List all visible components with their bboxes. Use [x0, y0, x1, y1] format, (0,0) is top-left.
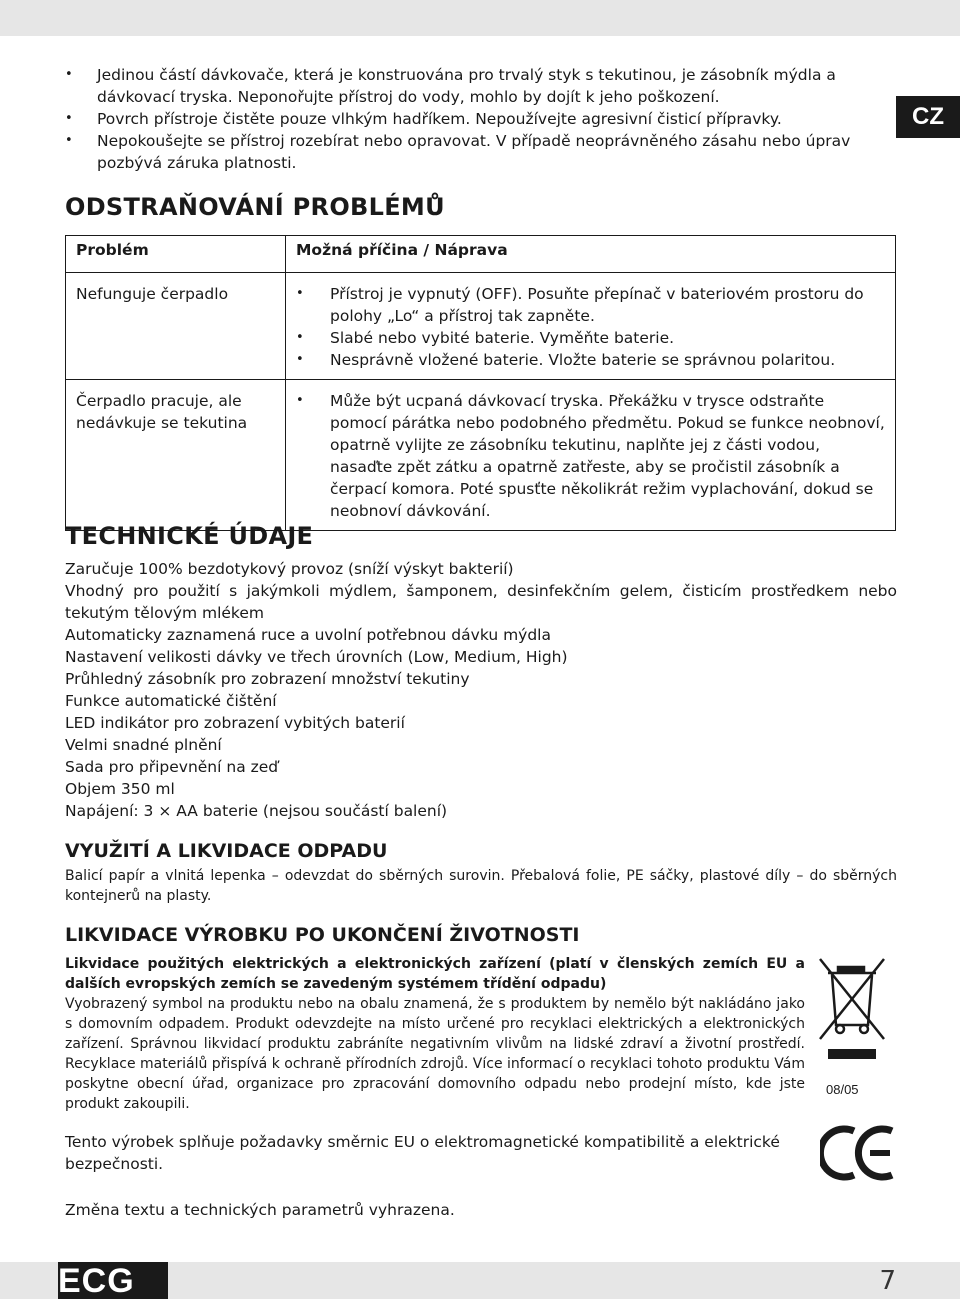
page-number: 7	[879, 1266, 896, 1296]
compliance-section	[65, 1131, 805, 1221]
list-item: • Povrch přístroje čistěte pouze vlhkým hadříkem. Nepoužívejte agresivní čisticí přípravky.	[65, 108, 897, 130]
spec-item: Objem 350 ml	[65, 780, 175, 798]
compliance-text: Tento výrobek splňuje požadavky směrnic EU o elektromagnetické kompatibilitě a elektrické bezpečnosti.	[65, 1133, 780, 1173]
column-header-problem: Problém	[66, 236, 286, 273]
cause-cell	[286, 273, 896, 380]
list-item: • Jedinou částí dávkovače, která je konstruována pro trvalý styk s tekutinou, je zásobník mýdla a dávkovací tryska. Neponořujte přístroj do vody, mohlo by dojít k jeho poškození.	[65, 64, 897, 108]
spec-item: Zaručuje 100% bezdotykový provoz (sníží výskyt bakterií)	[65, 560, 514, 578]
weee-code: 08/05	[826, 1082, 859, 1097]
spec-item: Vhodný pro použití s jakýmkoli mýdlem, šamponem, desinfekčním gelem, čisticím prostředkem nebo tekutým tělovým mlékem	[65, 582, 897, 622]
ce-mark-icon	[820, 1125, 896, 1181]
problem-cell: Nefunguje čerpadlo	[66, 273, 286, 380]
spec-item: Průhledný zásobník pro zobrazení množství tekutiny	[65, 670, 470, 688]
specs-section	[65, 522, 897, 822]
spec-item: Automaticky zaznamená ruce a uvolní potřebnou dávku mýdla	[65, 626, 551, 644]
spec-item: Nastavení velikosti dávky ve třech úrovních (Low, Medium, High)	[65, 648, 568, 666]
disposal-section	[65, 924, 805, 1114]
top-bar	[0, 0, 960, 36]
brand-logo: ECG	[58, 1262, 135, 1300]
spec-item: Sada pro připevnění na zeď	[65, 758, 279, 776]
section-title: ODSTRAŇOVÁNÍ PROBLÉMŮ	[65, 193, 445, 221]
table-header-row	[66, 236, 896, 273]
packaging-section	[65, 840, 897, 906]
spec-item: Velmi snadné plnění	[65, 736, 222, 754]
section-title: LIKVIDACE VÝROBKU PO UKONČENÍ ŽIVOTNOSTI	[65, 924, 580, 946]
list-item: • Slabé nebo vybité baterie. Vyměňte baterie.	[296, 327, 885, 349]
troubleshooting-table	[65, 235, 896, 531]
intro-section	[65, 64, 897, 174]
cause-cell	[286, 380, 896, 531]
section-title: TECHNICKÉ ÚDAJE	[65, 522, 314, 550]
column-header-cause: Možná příčina / Náprava	[286, 236, 896, 273]
list-item: • Může být ucpaná dávkovací tryska. Překážku v trysce odstraňte pomocí párátka nebo podobného předmětu. Pokud se funkce neobnoví, opatrně vylijte ze zásobníku tekutinu, naplňte jej z části vodou, nasaďte zpět zátku a opatrně zatřeste, aby se pročistil zásobník a čerpací komora. Poté spusťte několikrát režim vyplachování, dokud se neobnoví dávkování.	[296, 390, 885, 522]
spec-item: Napájení: 3 × AA baterie (nejsou součástí balení)	[65, 802, 448, 820]
disposal-text: Vyobrazený symbol na produktu nebo na obalu znamená, že s produktem by nemělo být nakládáno jako s domovním odpadem. Produkt odevzdejte na místo určené pro recyklaci elektrických a elektronických zařízení. Správnou likvidací produktu zabráníte negativním vlivům na lidské zdraví a životní prostředí. Recyklace materiálů přispívá k ochraně přírodních zdrojů. Více informací o recyklaci tohoto produktu Vám poskytne obecní úřad, organizace pro zpracování domovního odpadu nebo prodejní místo, kde jste produkt zakoupili.	[65, 996, 806, 1112]
table-row	[66, 273, 896, 380]
section-title: VYUŽITÍ A LIKVIDACE ODPADU	[65, 840, 388, 862]
changes-note: Změna textu a technických parametrů vyhrazena.	[65, 1201, 455, 1219]
disposal-bold-text: Likvidace použitých elektrických a elektronických zařízení (platí v členských zemích EU a dalších evropských zemích se zavedeným systémem třídění odpadu)	[65, 956, 805, 992]
problem-cell: Čerpadlo pracuje, ale nedávkuje se tekutina	[66, 380, 286, 531]
intro-list	[65, 64, 897, 174]
spec-item: LED indikátor pro zobrazení vybitých baterií	[65, 714, 405, 732]
weee-bin-icon	[816, 955, 888, 1065]
list-item: • Nepokoušejte se přístroj rozebírat nebo opravovat. V případě neoprávněného zásahu nebo úprav pozbývá záruka platnosti.	[65, 130, 897, 174]
specs-list	[65, 558, 897, 822]
language-tab: CZ	[896, 96, 960, 138]
list-item: • Nesprávně vložené baterie. Vložte baterie se správnou polaritou.	[296, 349, 885, 371]
troubleshooting-section	[65, 193, 897, 531]
list-item: • Přístroj je vypnutý (OFF). Posuňte přepínač v bateriovém prostoru do polohy „Lo“ a přístroj tak zapněte.	[296, 283, 885, 327]
table-row	[66, 380, 896, 531]
packaging-text: Balicí papír a vlnitá lepenka – odevzdat do sběrných surovin. Přebalová folie, PE sáčky, plastové díly – do sběrných kontejnerů na plasty.	[65, 868, 897, 904]
spec-item: Funkce automatické čištění	[65, 692, 277, 710]
